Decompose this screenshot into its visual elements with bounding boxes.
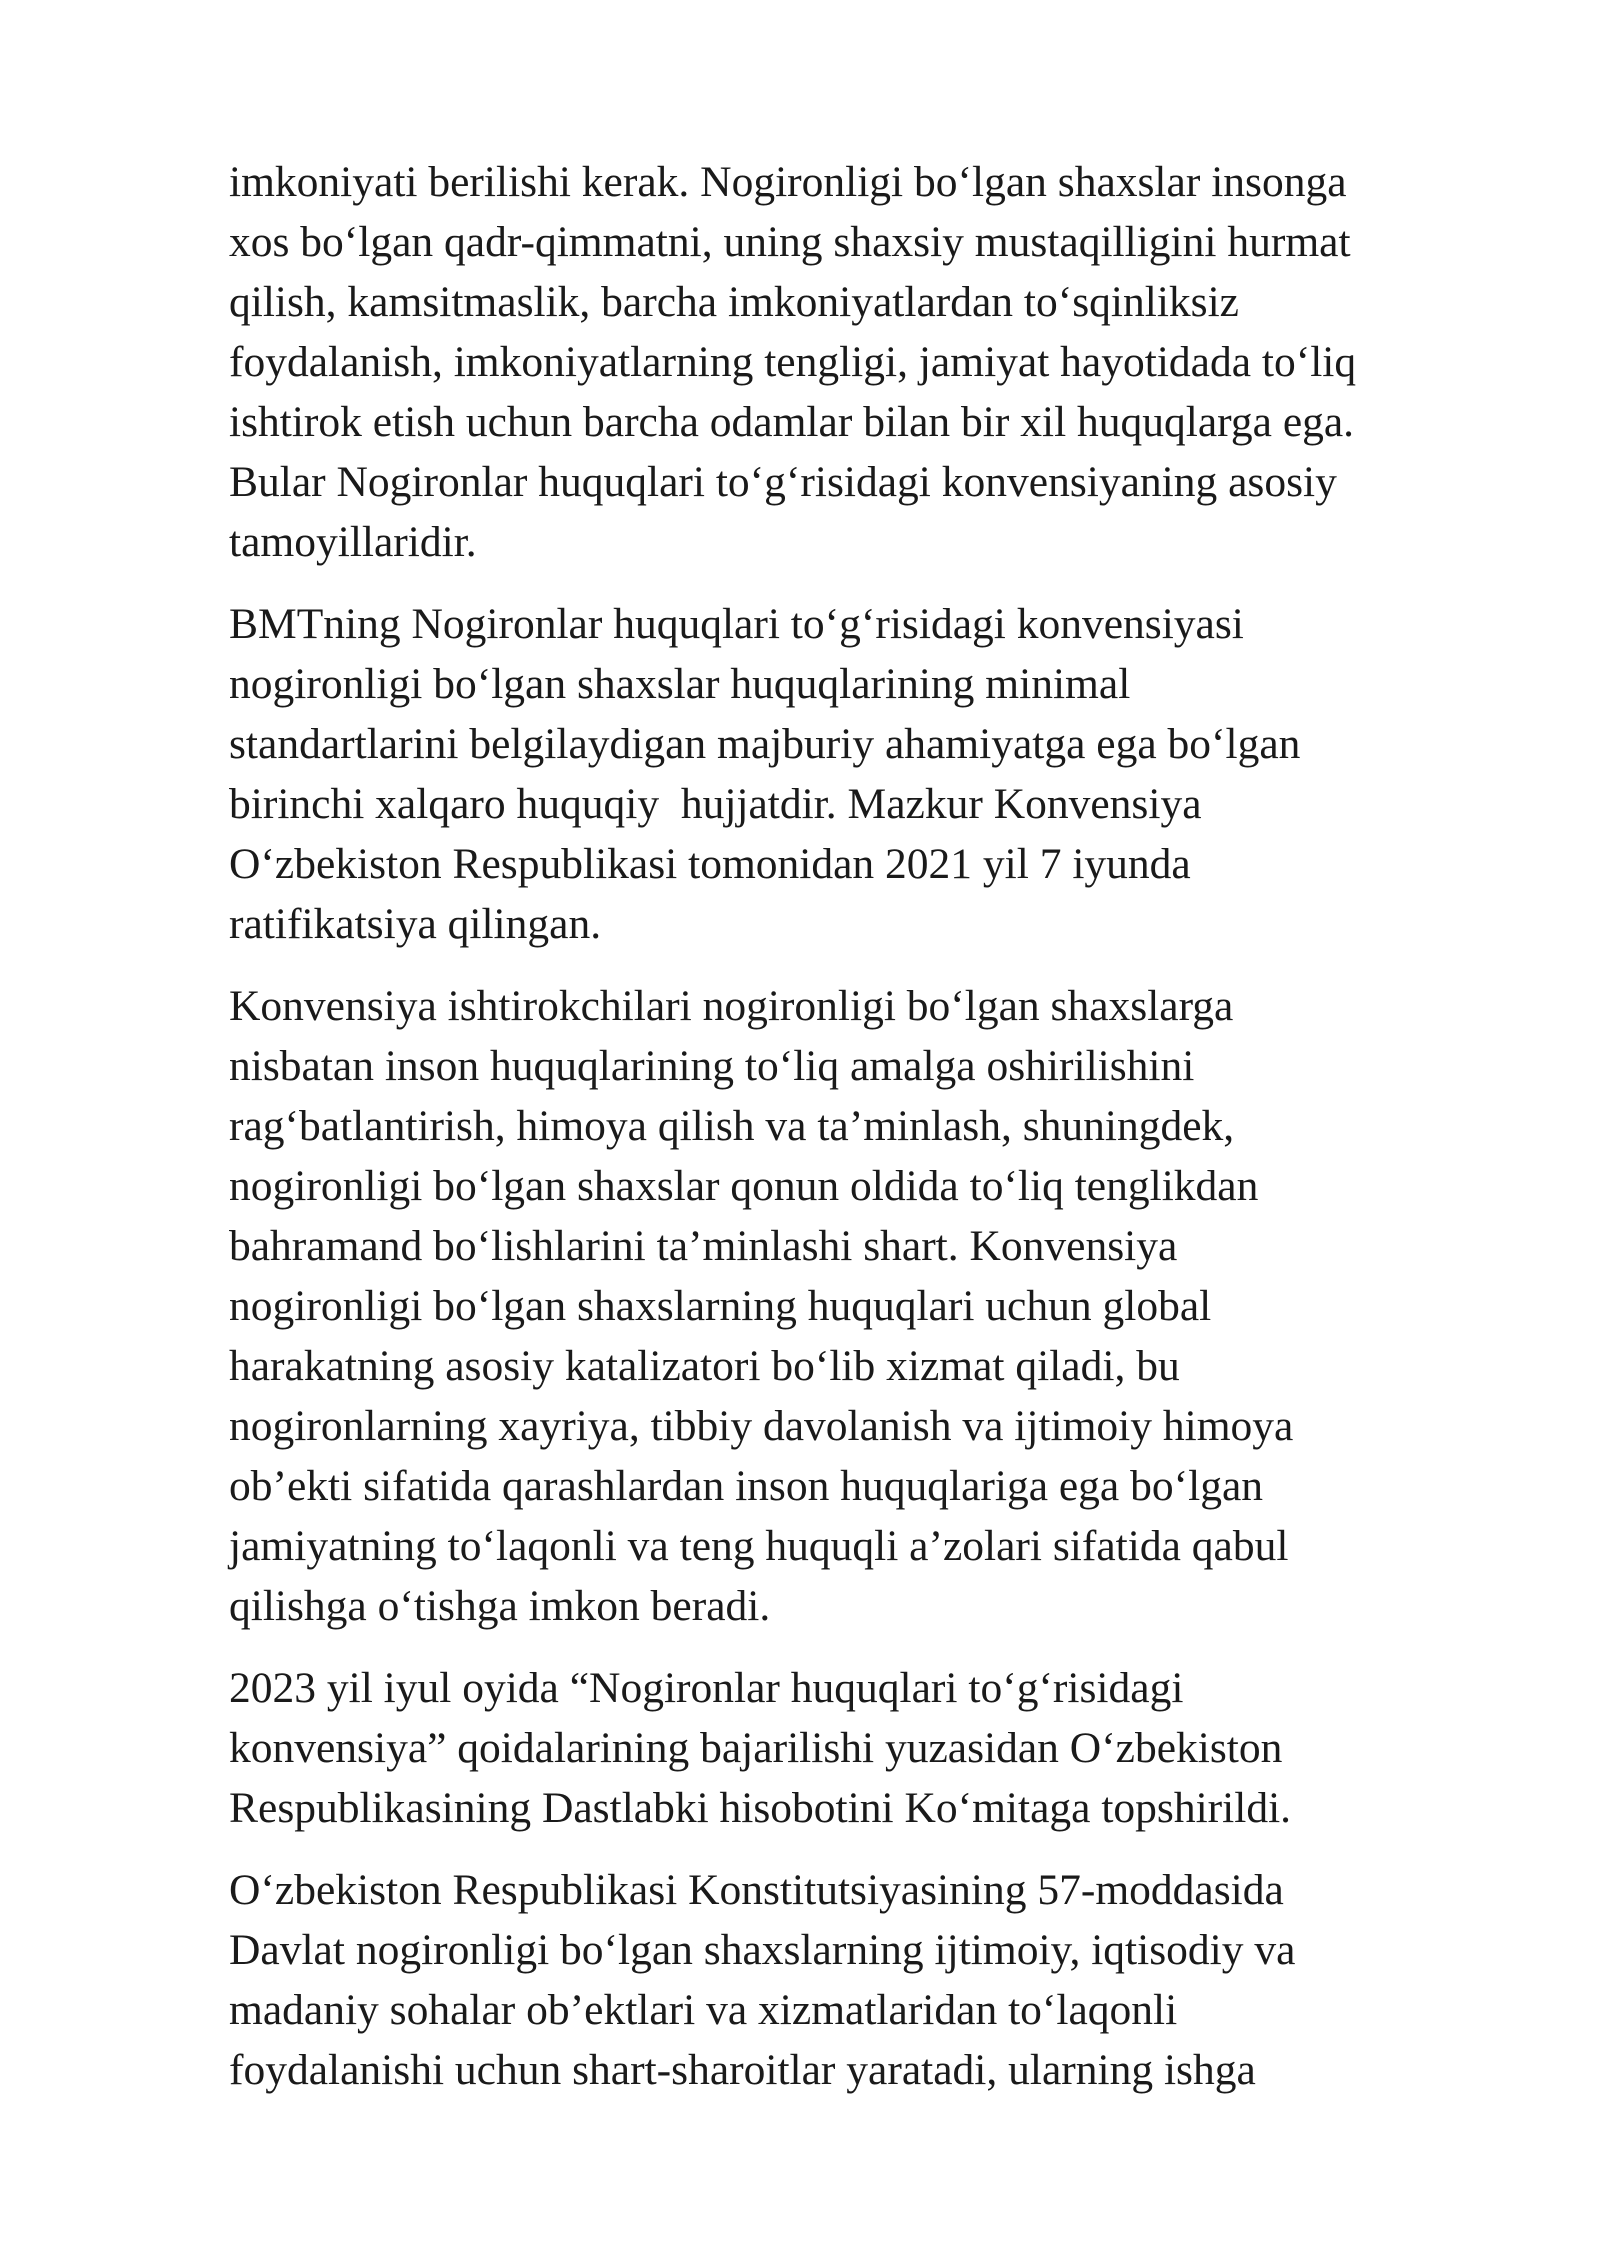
text-line: imkoniyati berilishi kerak. Nogironligi bo‘lgan shaxslar insonga	[229, 158, 1347, 206]
text-line: rag‘batlantirish, himoya qilish va ta’minlash, shuningdek,	[229, 1102, 1235, 1150]
text-line: Bular Nogironlar huquqlari to‘g‘risidagi konvensiyaning asosiy	[229, 458, 1337, 506]
text-line: nogironlarning xayriya, tibbiy davolanish va ijtimoiy himoya	[229, 1402, 1294, 1450]
text-line: bahramand bo‘lishlarini ta’minlashi shart. Konvensiya	[229, 1222, 1178, 1270]
text-line: birinchi xalqaro huquqiy hujjatdir. Mazkur Konvensiya	[229, 780, 1202, 828]
text-line: BMTning Nogironlar huquqlari to‘g‘risidagi konvensiyasi	[229, 600, 1244, 648]
paragraph-1	[229, 152, 1529, 572]
text-line: konvensiya” qoidalarining bajarilishi yuzasidan O‘zbekiston	[229, 1724, 1283, 1772]
paragraph-4	[229, 1658, 1529, 1838]
text-line: nogironligi bo‘lgan shaxslar huquqlarining minimal	[229, 660, 1131, 708]
text-line: nogironligi bo‘lgan shaxslar qonun oldida to‘liq tenglikdan	[229, 1162, 1259, 1210]
text-line: foydalanishi uchun shart-sharoitlar yaratadi, ularning ishga	[229, 2046, 1256, 2094]
text-line: 2023 yil iyul oyida “Nogironlar huquqlari to‘g‘risidagi	[229, 1664, 1184, 1712]
text-line: ratifikatsiya qilingan.	[229, 900, 602, 948]
text-line: tamoyillaridir.	[229, 518, 477, 566]
text-line: xos bo‘lgan qadr-qimmatni, uning shaxsiy mustaqilligini hurmat	[229, 218, 1351, 266]
text-line: nogironligi bo‘lgan shaxslarning huquqlari uchun global	[229, 1282, 1212, 1330]
text-line: ishtirok etish uchun barcha odamlar bilan bir xil huquqlarga ega.	[229, 398, 1355, 446]
text-line: ob’ekti sifatida qarashlardan inson huquqlariga ega bo‘lgan	[229, 1462, 1263, 1510]
paragraph-5	[229, 1860, 1529, 2100]
paragraph-3	[229, 976, 1529, 1636]
text-line: O‘zbekiston Respublikasi tomonidan 2021 yil 7 iyunda	[229, 840, 1191, 888]
text-line: O‘zbekiston Respublikasi Konstitutsiyasining 57-moddasida	[229, 1866, 1284, 1914]
text-line: nisbatan inson huquqlarining to‘liq amalga oshirilishini	[229, 1042, 1195, 1090]
text-line: standartlarini belgilaydigan majburiy ahamiyatga ega bo‘lgan	[229, 720, 1301, 768]
text-line: qilish, kamsitmaslik, barcha imkoniyatlardan to‘sqinliksiz	[229, 278, 1239, 326]
text-line: Davlat nogironligi bo‘lgan shaxslarning ijtimoiy, iqtisodiy va	[229, 1926, 1296, 1974]
text-line: jamiyatning to‘laqonli va teng huquqli a’zolari sifatida qabul	[229, 1522, 1289, 1570]
text-line: harakatning asosiy katalizatori bo‘lib xizmat qiladi, bu	[229, 1342, 1180, 1390]
body-text	[229, 152, 1529, 2122]
text-line: Respublikasining Dastlabki hisobotini Ko‘mitaga topshirildi.	[229, 1784, 1292, 1832]
text-line: foydalanish, imkoniyatlarning tengligi, jamiyat hayotidada to‘liq	[229, 338, 1357, 386]
text-line: qilishga o‘tishga imkon beradi.	[229, 1582, 771, 1630]
paragraph-2	[229, 594, 1529, 954]
text-line: madaniy sohalar ob’ektlari va xizmatlaridan to‘laqonli	[229, 1986, 1178, 2034]
text-line: Konvensiya ishtirokchilari nogironligi bo‘lgan shaxslarga	[229, 982, 1234, 1030]
